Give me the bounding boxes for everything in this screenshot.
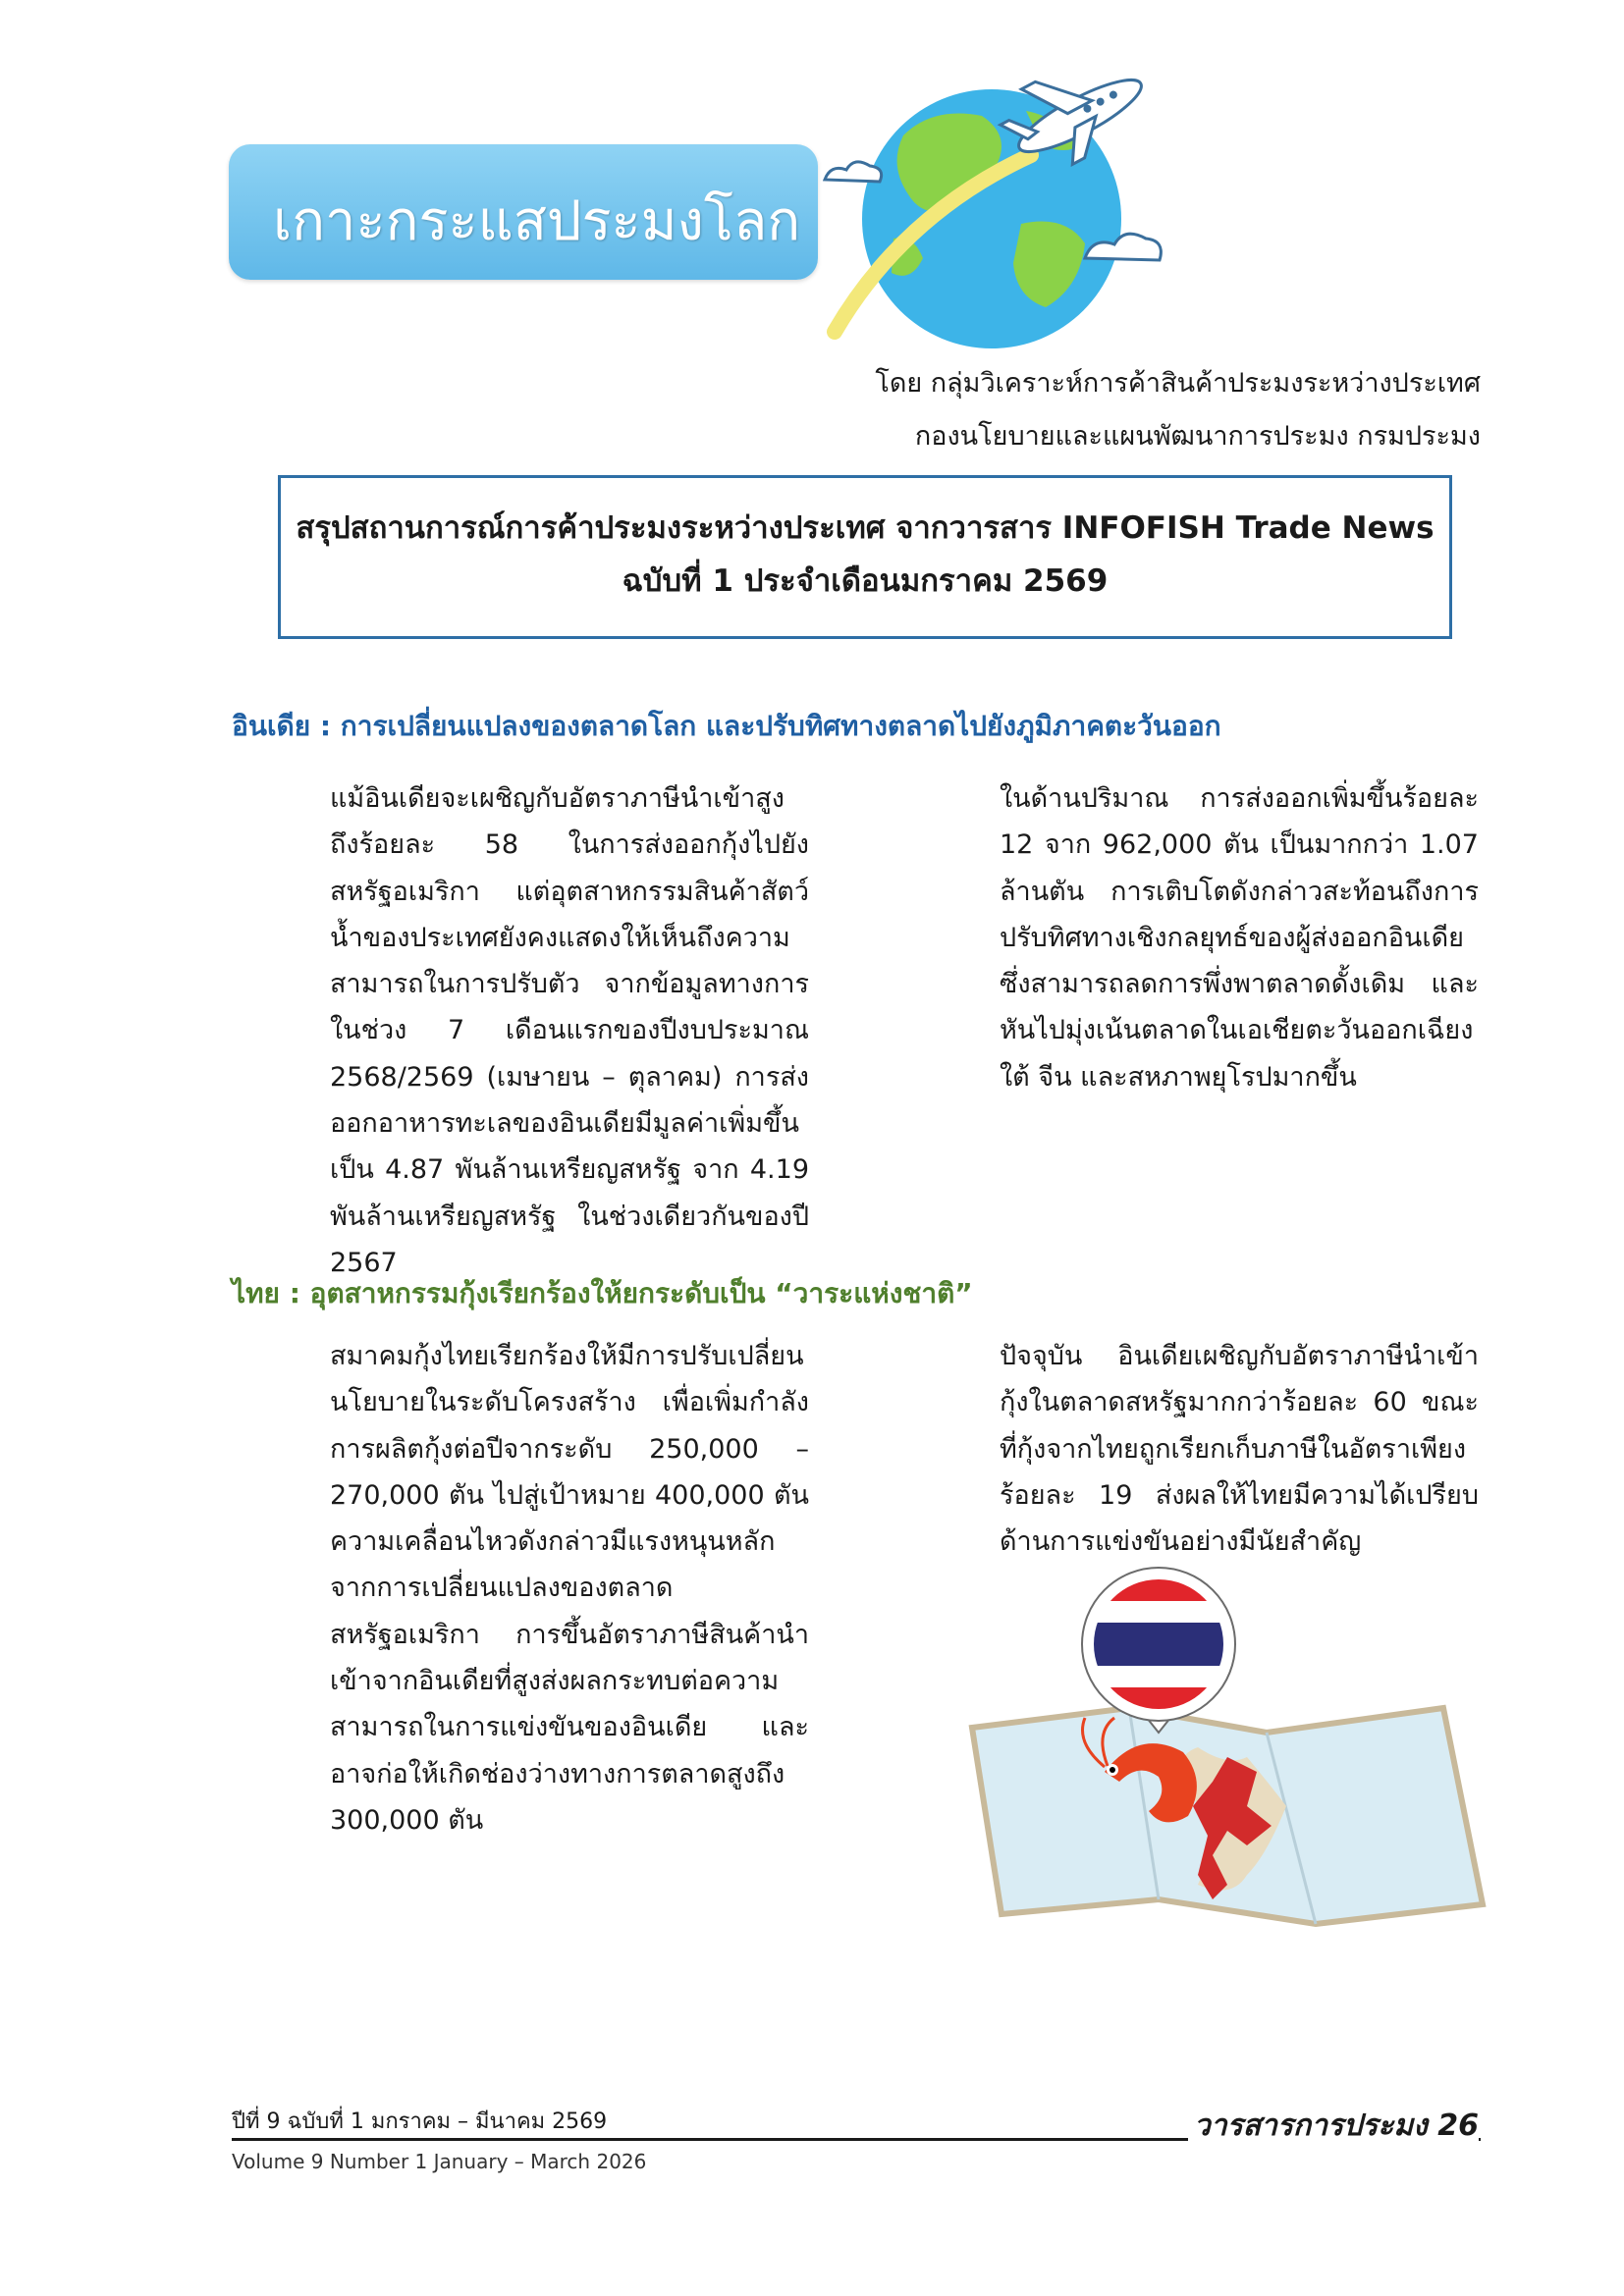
thai-left-paragraph — [232, 1333, 809, 1843]
thailand-map-shrimp-icon — [933, 1561, 1492, 1934]
summary-line-1: สรุปสถานการณ์การค้าประมงระหว่างประเทศ จากวารสาร INFOFISH Trade News — [296, 510, 1435, 546]
byline-line-2: กองนโยบายและแผนพัฒนาการประมง กรมประมง — [914, 421, 1481, 452]
thai-right-paragraph — [901, 1333, 1479, 1565]
globe-airplane-icon — [785, 47, 1168, 351]
footer-journal-page: วารสารการประมง 26 — [1188, 2103, 1479, 2149]
byline-line-1: โดย กลุ่มวิเคราะห์การค้าสินค้าประมงระหว่างประเทศ — [875, 368, 1481, 399]
paragraph-text: แม้อินเดียจะเผชิญกับอัตราภาษีนำเข้าสูงถึงร้อยละ 58 ในการส่งออกกุ้งไปยังสหรัฐอเมริกา แต่อุตสาหกรรมสินค้าสัตว์น้ำของประเทศยังคงแสดงให้เห็นถึงความสามารถในการปรับตัว จากข้อมูลทางการในช่วง 7 เดือนแรกของปีงบประมาณ 2568/2569 (เมษายน – ตุลาคม) การส่งออกอาหารทะเลของอินเดียมีมูลค่าเพิ่มขึ้นเป็น 4.87 พันล้านเหรียญสหรัฐ จาก 4.19 พันล้านเหรียญสหรัฐ ในช่วงเดียวกันของปี 2567 — [330, 783, 809, 1278]
section-heading-india: อินเดีย : การเปลี่ยนแปลงของตลาดโลก และปรับทิศทางตลาดไปยังภูมิภาคตะวันออก — [232, 710, 1221, 742]
paragraph-text: สมาคมกุ้งไทยเรียกร้องให้มีการปรับเปลี่ยนนโยบายในระดับโครงสร้าง เพื่อเพิ่มกำลังการผลิตกุ้งต่อปีจากระดับ 250,000 – 270,000 ตัน ไปสู่เป้าหมาย 400,000 ตัน ความเคลื่อนไหวดังกล่าวมีแรงหนุนหลักจากการเปลี่ยนแปลงของตลาดสหรัฐอเมริกา การขึ้นอัตราภาษีสินค้านำเข้าจากอินเดียที่สูงส่งผลกระทบต่อความสามารถในการแข่งขันของอินเดีย และอาจก่อให้เกิดช่องว่างทางการตลาดสูงถึง 300,000 ตัน — [330, 1341, 809, 1836]
india-right-paragraph — [901, 775, 1479, 1100]
summary-line-2: ฉบับที่ 1 ประจำเดือนมกราคม 2569 — [622, 563, 1109, 599]
footer-issue-en: Volume 9 Number 1 January – March 2026 — [232, 2150, 647, 2173]
banner-title: เกาะกระแสประมงโลก — [273, 189, 801, 253]
paragraph-text: ในด้านปริมาณ การส่งออกเพิ่มขึ้นร้อยละ 12 จาก 962,000 ตัน เป็นมากกว่า 1.07 ล้านตัน การเติบโตดังกล่าวสะท้อนถึงการปรับทิศทางเชิงกลยุทธ์ของผู้ส่งออกอินเดีย ซึ่งสามารถลดการพึ่งพาตลาดดั้งเดิม และหันไปมุ่งเน้นตลาดในเอเชียตะวันออกเฉียงใต้ จีน และสหภาพยุโรปมากขึ้น — [1000, 783, 1479, 1093]
section-heading-thai: ไทย : อุตสาหกรรมกุ้งเรียกร้องให้ยกระดับเป็น “วาระแห่งชาติ” — [232, 1277, 973, 1309]
paragraph-text: ปัจจุบัน อินเดียเผชิญกับอัตราภาษีนำเข้ากุ้งในตลาดสหรัฐมากกว่าร้อยละ 60 ขณะที่กุ้งจากไทยถูกเรียกเก็บภาษีในอัตราเพียงร้อยละ 19 ส่งผลให้ไทยมีความได้เปรียบด้านการแข่งขันอย่างมีนัยสำคัญ — [1000, 1341, 1479, 1558]
india-left-paragraph — [232, 775, 809, 1286]
footer-issue-th: ปีที่ 9 ฉบับที่ 1 มกราคม – มีนาคม 2569 — [232, 2109, 608, 2134]
